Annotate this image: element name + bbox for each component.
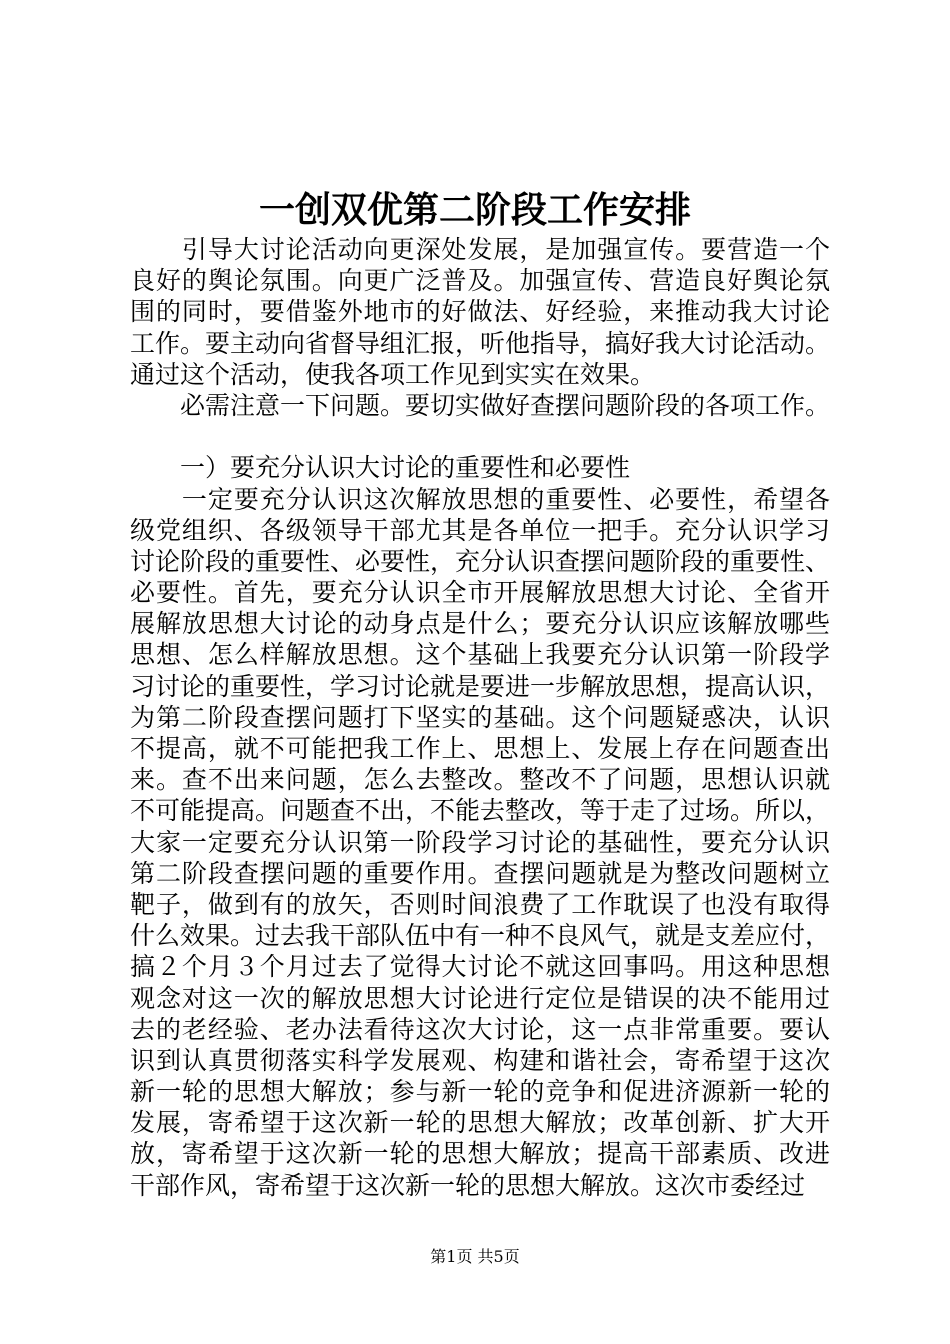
body-line: 新一轮的思想大解放；参与新一轮的竞争和促进济源新一轮的 (130, 1077, 830, 1107)
document-body (130, 234, 830, 1201)
body-line: 发展，寄希望于这次新一轮的思想大解放；改革创新、扩大开 (130, 1108, 830, 1138)
body-line: 思想、怎么样解放思想。这个基础上我要充分认识第一阶段学 (130, 640, 830, 670)
body-line: 靶子，做到有的放矢，否则时间浪费了工作耽误了也没有取得 (130, 889, 830, 919)
body-line: 放，寄希望于这次新一轮的思想大解放；提高干部素质、改进 (130, 1139, 830, 1169)
body-line: 不可能提高。问题查不出，不能去整改，等于走了过场。所以， (130, 796, 831, 826)
body-line: 习讨论的重要性，学习讨论就是要进一步解放思想，提高认识， (130, 671, 831, 701)
body-line: 为第二阶段查摆问题打下坚实的基础。这个问题疑惑决，认识 (130, 702, 830, 732)
blank-line (130, 421, 830, 452)
body-line: 搞２个月３个月过去了觉得大讨论不就这回事吗。用这种思想 (130, 952, 830, 982)
body-line: 识到认真贯彻落实科学发展观、构建和谐社会，寄希望于这次 (130, 1045, 830, 1075)
body-line: 观念对这一次的解放思想大讨论进行定位是错误的决不能用过 (130, 983, 830, 1013)
body-line: 来。查不出来问题，怎么去整改。整改不了问题，思想认识就 (130, 765, 830, 795)
body-line: 去的老经验、老办法看待这次大讨论，这一点非常重要。要认 (130, 1014, 830, 1044)
body-line: 展解放思想大讨论的动身点是什么；要充分认识应该解放哪些 (130, 609, 830, 639)
body-line: 通过这个活动，使我各项工作见到实实在效果。 (130, 359, 656, 389)
body-line: 工作。要主动向省督导组汇报，听他指导，搞好我大讨论活动。 (130, 328, 831, 358)
body-line: 什么效果。过去我干部队伍中有一种不良风气，就是支差应付， (130, 921, 831, 951)
body-line: 一定要充分认识这次解放思想的重要性、必要性，希望各 (130, 484, 830, 514)
body-line: 必需注意一下问题。要切实做好查摆问题阶段的各项工作。 (130, 390, 831, 420)
body-line: 引导大讨论活动向更深处发展，是加强宣传。要营造一个 (130, 235, 830, 264)
document-title: 一创双优第二阶段工作安排 (258, 189, 691, 231)
body-line: 讨论阶段的重要性、必要性，充分认识查摆问题阶段的重要性、 (130, 546, 831, 576)
body-line: 级党组织、各级领导干部尤其是各单位一把手。充分认识学习 (130, 515, 830, 545)
page-footer: 第1页 共5页 (430, 1247, 520, 1266)
body-line: 不提高，就不可能把我工作上、思想上、发展上存在问题查出 (130, 734, 830, 763)
body-line: 围的同时，要借鉴外地市的好做法、好经验，来推动我大讨论 (130, 297, 830, 327)
body-line: 大家一定要充分认识第一阶段学习讨论的基础性，要充分认识 (130, 827, 830, 857)
body-line: 良好的舆论氛围。向更广泛普及。加强宣传、营造良好舆论氛 (130, 266, 830, 296)
body-line: 干部作风，寄希望于这次新一轮的思想大解放。这次市委经过 (130, 1170, 806, 1200)
body-line: 一）要充分认识大讨论的重要性和必要性 (130, 453, 631, 483)
body-line: 第二阶段查摆问题的重要作用。查摆问题就是为整改问题树立 (130, 858, 830, 888)
body-line: 必要性。首先，要充分认识全市开展解放思想大讨论、全省开 (130, 578, 830, 608)
